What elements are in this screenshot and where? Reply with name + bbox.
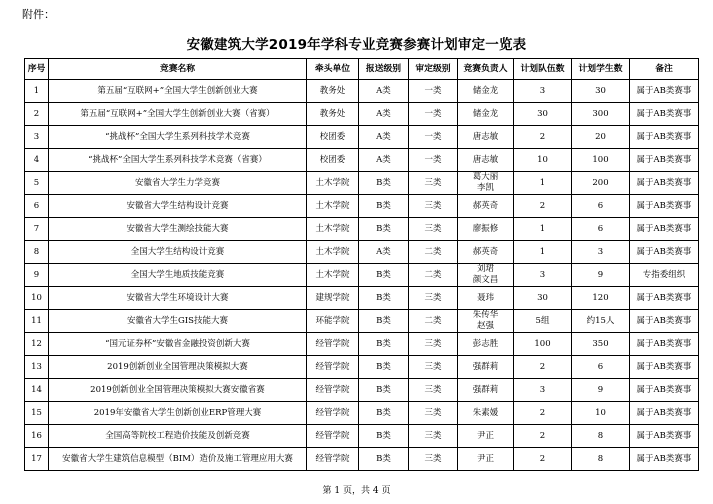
cell-remarks: 属于AB类赛事 — [630, 333, 699, 356]
cell-person-in-charge: 唐志敏 — [458, 149, 514, 172]
cell-submitted-level: B类 — [359, 264, 409, 287]
header-planned-students: 计划学生数 — [572, 59, 630, 80]
cell-planned-students: 120 — [572, 287, 630, 310]
cell-competition-name: 安徽省大学生测绘技能大赛 — [49, 218, 307, 241]
cell-remarks: 属于AB类赛事 — [630, 80, 699, 103]
cell-approved-level: 三类 — [409, 425, 458, 448]
cell-planned-teams: 3 — [514, 264, 572, 287]
cell-person-in-charge: 彭志胜 — [458, 333, 514, 356]
cell-remarks: 属于AB类赛事 — [630, 448, 699, 471]
cell-person-in-charge: 郝英奇 — [458, 195, 514, 218]
cell-planned-teams: 2 — [514, 425, 572, 448]
cell-index: 13 — [25, 356, 49, 379]
cell-remarks: 属于AB类赛事 — [630, 310, 699, 333]
header-row — [25, 59, 699, 80]
cell-person-in-charge: 强群莉 — [458, 379, 514, 402]
cell-approved-level: 一类 — [409, 103, 458, 126]
table-row — [25, 448, 699, 471]
cell-lead-unit: 土木学院 — [307, 218, 359, 241]
cell-approved-level: 三类 — [409, 195, 458, 218]
table-row — [25, 310, 699, 333]
cell-approved-level: 二类 — [409, 241, 458, 264]
cell-submitted-level: A类 — [359, 80, 409, 103]
cell-approved-level: 二类 — [409, 264, 458, 287]
cell-remarks: 属于AB类赛事 — [630, 379, 699, 402]
cell-submitted-level: B类 — [359, 448, 409, 471]
cell-competition-name: “挑战杯”全国大学生系列科技学术竞赛（省赛） — [49, 149, 307, 172]
header-approved-level: 审定级别 — [409, 59, 458, 80]
cell-index: 15 — [25, 402, 49, 425]
cell-planned-students: 9 — [572, 379, 630, 402]
cell-submitted-level: A类 — [359, 149, 409, 172]
cell-person-in-charge: 储金龙 — [458, 103, 514, 126]
cell-person-in-charge: 廖振修 — [458, 218, 514, 241]
cell-planned-teams: 100 — [514, 333, 572, 356]
cell-competition-name: 安徽省大学生力学竞赛 — [49, 172, 307, 195]
cell-competition-name: 安徽省大学生环境设计大赛 — [49, 287, 307, 310]
cell-remarks: 属于AB类赛事 — [630, 287, 699, 310]
cell-submitted-level: A类 — [359, 126, 409, 149]
cell-planned-teams: 3 — [514, 379, 572, 402]
cell-submitted-level: B类 — [359, 195, 409, 218]
cell-person-in-charge: 尹正 — [458, 425, 514, 448]
cell-planned-teams: 10 — [514, 149, 572, 172]
cell-submitted-level: B类 — [359, 310, 409, 333]
cell-remarks: 属于AB类赛事 — [630, 425, 699, 448]
cell-index: 9 — [25, 264, 49, 287]
cell-planned-teams: 1 — [514, 172, 572, 195]
cell-index: 3 — [25, 126, 49, 149]
cell-index: 1 — [25, 80, 49, 103]
cell-planned-teams: 2 — [514, 195, 572, 218]
cell-competition-name: 2019创新创业全国管理决策模拟大赛 — [49, 356, 307, 379]
cell-competition-name: 第五届“互联网+”全国大学生创新创业大赛 — [49, 80, 307, 103]
cell-submitted-level: B类 — [359, 379, 409, 402]
cell-planned-students: 9 — [572, 264, 630, 287]
cell-index: 14 — [25, 379, 49, 402]
header-submitted-level: 报送级别 — [359, 59, 409, 80]
table-row — [25, 425, 699, 448]
competition-table — [24, 58, 699, 471]
cell-lead-unit: 经管学院 — [307, 402, 359, 425]
cell-planned-teams: 2 — [514, 356, 572, 379]
table-row — [25, 241, 699, 264]
cell-submitted-level: B类 — [359, 218, 409, 241]
cell-planned-teams: 30 — [514, 287, 572, 310]
table-row — [25, 149, 699, 172]
cell-index: 10 — [25, 287, 49, 310]
cell-competition-name: 2019年安徽省大学生创新创业ERP管理大赛 — [49, 402, 307, 425]
table-row — [25, 402, 699, 425]
cell-person-in-charge: 聂玮 — [458, 287, 514, 310]
attachment-label: 附件： — [22, 8, 55, 21]
cell-submitted-level: B类 — [359, 333, 409, 356]
cell-approved-level: 三类 — [409, 287, 458, 310]
cell-lead-unit: 经管学院 — [307, 448, 359, 471]
cell-approved-level: 三类 — [409, 356, 458, 379]
page-footer: 第 1 页，共 4 页 — [322, 486, 391, 496]
cell-lead-unit: 经管学院 — [307, 425, 359, 448]
cell-lead-unit: 建规学院 — [307, 287, 359, 310]
cell-competition-name: 全国大学生结构设计竞赛 — [49, 241, 307, 264]
cell-index: 6 — [25, 195, 49, 218]
cell-approved-level: 三类 — [409, 448, 458, 471]
cell-lead-unit: 环能学院 — [307, 310, 359, 333]
cell-submitted-level: B类 — [359, 172, 409, 195]
cell-person-in-charge: 唐志敏 — [458, 126, 514, 149]
cell-remarks: 属于AB类赛事 — [630, 103, 699, 126]
cell-approved-level: 一类 — [409, 149, 458, 172]
cell-competition-name: 第五届“互联网+”全国大学生创新创业大赛（省赛） — [49, 103, 307, 126]
cell-lead-unit: 土木学院 — [307, 264, 359, 287]
cell-person-in-charge: 尹正 — [458, 448, 514, 471]
table-row — [25, 218, 699, 241]
cell-planned-students: 350 — [572, 333, 630, 356]
cell-person-in-charge: 储金龙 — [458, 80, 514, 103]
cell-index: 16 — [25, 425, 49, 448]
cell-lead-unit: 教务处 — [307, 80, 359, 103]
cell-index: 12 — [25, 333, 49, 356]
cell-submitted-level: A类 — [359, 103, 409, 126]
cell-remarks: 属于AB类赛事 — [630, 149, 699, 172]
header-remarks: 备注 — [630, 59, 699, 80]
cell-person-in-charge: 朱传华 赵强 — [458, 310, 514, 333]
cell-remarks: 属于AB类赛事 — [630, 241, 699, 264]
cell-lead-unit: 经管学院 — [307, 379, 359, 402]
cell-planned-teams: 1 — [514, 218, 572, 241]
cell-competition-name: 全国高等院校工程造价技能及创新竞赛 — [49, 425, 307, 448]
cell-planned-teams: 1 — [514, 241, 572, 264]
cell-planned-teams: 2 — [514, 126, 572, 149]
cell-submitted-level: B类 — [359, 402, 409, 425]
cell-planned-students: 300 — [572, 103, 630, 126]
cell-lead-unit: 土木学院 — [307, 241, 359, 264]
cell-remarks: 属于AB类赛事 — [630, 195, 699, 218]
cell-competition-name: 安徽省大学生建筑信息模型（BIM）造价及施工管理应用大赛 — [49, 448, 307, 471]
cell-index: 8 — [25, 241, 49, 264]
cell-person-in-charge: 强群莉 — [458, 356, 514, 379]
cell-planned-students: 3 — [572, 241, 630, 264]
cell-approved-level: 一类 — [409, 126, 458, 149]
cell-index: 5 — [25, 172, 49, 195]
cell-person-in-charge: 朱素媛 — [458, 402, 514, 425]
cell-planned-students: 30 — [572, 80, 630, 103]
cell-index: 4 — [25, 149, 49, 172]
cell-planned-students: 约15人 — [572, 310, 630, 333]
cell-index: 11 — [25, 310, 49, 333]
header-lead-unit: 牵头单位 — [307, 59, 359, 80]
table-row — [25, 287, 699, 310]
table-row — [25, 103, 699, 126]
table-row — [25, 379, 699, 402]
cell-approved-level: 三类 — [409, 379, 458, 402]
header-person-in-charge: 竞赛负责人 — [458, 59, 514, 80]
table-row — [25, 195, 699, 218]
table-row — [25, 356, 699, 379]
cell-approved-level: 二类 — [409, 310, 458, 333]
cell-approved-level: 三类 — [409, 333, 458, 356]
header-index: 序号 — [25, 59, 49, 80]
cell-submitted-level: B类 — [359, 425, 409, 448]
cell-planned-teams: 30 — [514, 103, 572, 126]
cell-lead-unit: 教务处 — [307, 103, 359, 126]
cell-remarks: 属于AB类赛事 — [630, 172, 699, 195]
cell-planned-students: 6 — [572, 195, 630, 218]
cell-index: 2 — [25, 103, 49, 126]
cell-planned-students: 8 — [572, 425, 630, 448]
table-row — [25, 333, 699, 356]
cell-planned-students: 100 — [572, 149, 630, 172]
cell-planned-teams: 3 — [514, 80, 572, 103]
cell-lead-unit: 土木学院 — [307, 172, 359, 195]
cell-submitted-level: B类 — [359, 287, 409, 310]
cell-competition-name: “挑战杯”全国大学生系列科技学术竞赛 — [49, 126, 307, 149]
table-row — [25, 264, 699, 287]
cell-planned-students: 6 — [572, 218, 630, 241]
cell-planned-teams: 2 — [514, 448, 572, 471]
cell-planned-students: 6 — [572, 356, 630, 379]
cell-approved-level: 三类 — [409, 172, 458, 195]
cell-approved-level: 三类 — [409, 402, 458, 425]
cell-lead-unit: 校团委 — [307, 126, 359, 149]
cell-remarks: 专指委组织 — [630, 264, 699, 287]
cell-approved-level: 一类 — [409, 80, 458, 103]
cell-competition-name: 安徽省大学生GIS技能大赛 — [49, 310, 307, 333]
cell-lead-unit: 经管学院 — [307, 356, 359, 379]
cell-competition-name: 2019创新创业全国管理决策模拟大赛安徽省赛 — [49, 379, 307, 402]
cell-person-in-charge: 葛大丽 李凯 — [458, 172, 514, 195]
cell-remarks: 属于AB类赛事 — [630, 218, 699, 241]
header-competition-name: 竞赛名称 — [49, 59, 307, 80]
cell-lead-unit: 土木学院 — [307, 195, 359, 218]
cell-planned-teams: 5组 — [514, 310, 572, 333]
cell-competition-name: “国元证券杯”安徽省金融投资创新大赛 — [49, 333, 307, 356]
document-title: 安徽建筑大学2019年学科专业竞赛参赛计划审定一览表 — [186, 37, 527, 53]
cell-remarks: 属于AB类赛事 — [630, 356, 699, 379]
cell-planned-students: 10 — [572, 402, 630, 425]
cell-person-in-charge: 刘珺 颜文昌 — [458, 264, 514, 287]
cell-planned-students: 200 — [572, 172, 630, 195]
cell-remarks: 属于AB类赛事 — [630, 402, 699, 425]
cell-competition-name: 全国大学生地质技能竞赛 — [49, 264, 307, 287]
cell-index: 7 — [25, 218, 49, 241]
cell-planned-teams: 2 — [514, 402, 572, 425]
cell-submitted-level: A类 — [359, 241, 409, 264]
cell-index: 17 — [25, 448, 49, 471]
cell-planned-students: 8 — [572, 448, 630, 471]
table-row — [25, 126, 699, 149]
cell-planned-students: 20 — [572, 126, 630, 149]
cell-person-in-charge: 郝英奇 — [458, 241, 514, 264]
cell-lead-unit: 经管学院 — [307, 333, 359, 356]
cell-lead-unit: 校团委 — [307, 149, 359, 172]
cell-competition-name: 安徽省大学生结构设计竞赛 — [49, 195, 307, 218]
cell-approved-level: 三类 — [409, 218, 458, 241]
cell-remarks: 属于AB类赛事 — [630, 126, 699, 149]
table-row — [25, 172, 699, 195]
cell-submitted-level: B类 — [359, 356, 409, 379]
header-planned-teams: 计划队伍数 — [514, 59, 572, 80]
table-row — [25, 80, 699, 103]
